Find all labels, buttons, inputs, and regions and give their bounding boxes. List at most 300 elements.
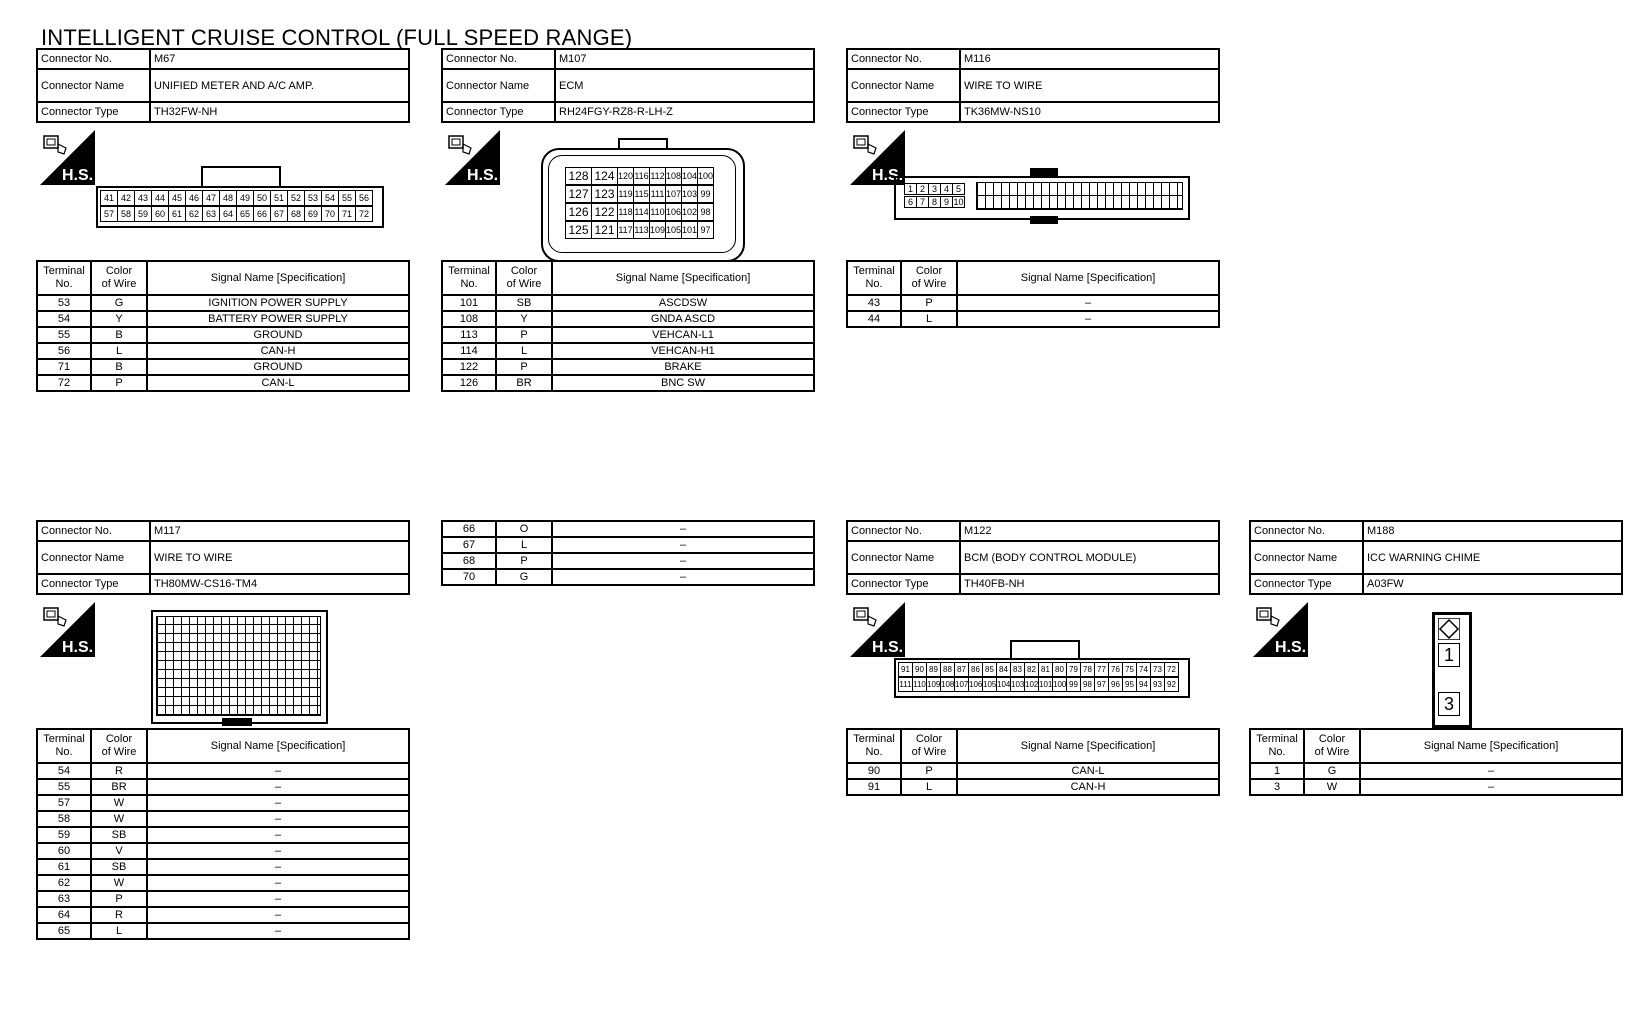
connector-pin: 58 [117, 206, 135, 222]
signal-name: IGNITION POWER SUPPLY [147, 295, 409, 311]
terminal-row [1250, 779, 1622, 795]
terminal-no: 64 [37, 907, 91, 923]
signal-name-header: Signal Name [Specification] [147, 729, 409, 763]
connector-pin: 51 [270, 190, 288, 206]
terminal-no: 66 [442, 521, 496, 537]
wire-color: W [91, 811, 147, 827]
connector-name-value: WIRE TO WIRE [150, 541, 409, 574]
wire-color: Y [496, 311, 552, 327]
connector-pin: 41 [100, 190, 118, 206]
connector-name-label: Connector Name [37, 541, 150, 574]
connector-type-value: TH40FB-NH [960, 574, 1219, 594]
wire-color: W [1304, 779, 1360, 795]
connector-pin: 102 [1024, 677, 1039, 692]
signal-name: BNC SW [552, 375, 814, 391]
terminal-no: 55 [37, 327, 91, 343]
terminal-no: 55 [37, 779, 91, 795]
wire-color: B [91, 327, 147, 343]
connector-pin: 4 [940, 183, 953, 195]
wire-color: P [496, 359, 552, 375]
connector-no-label: Connector No. [37, 521, 150, 541]
terminal-row [37, 811, 409, 827]
page-title: INTELLIGENT CRUISE CONTROL (FULL SPEED RANGE) [41, 25, 633, 50]
terminal-no: 44 [847, 311, 901, 327]
wire-color: P [901, 295, 957, 311]
connector-pin: 55 [338, 190, 356, 206]
wire-color: SB [91, 859, 147, 875]
signal-name: CAN-H [147, 343, 409, 359]
terminal-no-header: Terminal No. [847, 729, 901, 763]
wire-color: R [91, 907, 147, 923]
signal-name: – [552, 553, 814, 569]
connector-pin: 128 [565, 167, 592, 185]
connector-pin: 120 [617, 167, 634, 185]
terminal-row [37, 891, 409, 907]
connector-pin: 63 [202, 206, 220, 222]
connector-pin: 106 [968, 677, 983, 692]
terminal-no: 101 [442, 295, 496, 311]
connector-name-label: Connector Name [37, 69, 150, 102]
connector-pin: 106 [665, 203, 682, 221]
connector-no-label: Connector No. [442, 49, 555, 69]
connector-pin: 64 [219, 206, 237, 222]
connector-pin: 116 [633, 167, 650, 185]
connector-pin: 72 [1164, 662, 1179, 677]
connector-pin: 68 [287, 206, 305, 222]
connector-name-value: BCM (BODY CONTROL MODULE) [960, 541, 1219, 574]
connector-header-table [1249, 520, 1623, 595]
connector-pin: 8 [928, 196, 941, 208]
connector-name-label: Connector Name [1250, 541, 1363, 574]
connector-pin: 89 [926, 662, 941, 677]
connector-no-value: M116 [960, 49, 1219, 69]
connector-header-table [36, 520, 410, 595]
wire-color: SB [91, 827, 147, 843]
connector-pin: 47 [202, 190, 220, 206]
connector-pin: 108 [665, 167, 682, 185]
wire-color: BR [496, 375, 552, 391]
connector-name-value: WIRE TO WIRE [960, 69, 1219, 102]
terminal-row [442, 359, 814, 375]
wire-color: BR [91, 779, 147, 795]
connector-pin: 96 [1108, 677, 1123, 692]
connector-pin: 5 [952, 183, 965, 195]
terminal-row [37, 923, 409, 939]
wire-color: W [91, 795, 147, 811]
svg-text:H.S.: H.S. [62, 167, 94, 184]
connector-name-value: ECM [555, 69, 814, 102]
connector-pin: 114 [633, 203, 650, 221]
connector-pin: 6 [904, 196, 917, 208]
connector-name-value: ICC WARNING CHIME [1363, 541, 1622, 574]
wire-color: P [496, 327, 552, 343]
connector-pin: 60 [151, 206, 169, 222]
terminal-no: 56 [37, 343, 91, 359]
connector-header-table [846, 48, 1220, 123]
connector-pin: 111 [898, 677, 913, 692]
connector-panel-m67 [36, 48, 410, 389]
signal-name: ASCDSW [552, 295, 814, 311]
wire-color-header: Color of Wire [91, 729, 147, 763]
signal-name: – [147, 811, 409, 827]
connector-pin: 108 [940, 677, 955, 692]
connector-pin: 91 [898, 662, 913, 677]
connector-no-value: M122 [960, 521, 1219, 541]
terminal-row [847, 763, 1219, 779]
connector-pin: 52 [287, 190, 305, 206]
terminal-no: 113 [442, 327, 496, 343]
connector-no-value: M117 [150, 521, 409, 541]
connector-pin: 84 [996, 662, 1011, 677]
connector-pin: 105 [982, 677, 997, 692]
harness-side-icon [1253, 602, 1308, 657]
signal-name: – [147, 843, 409, 859]
connector-pin: 103 [1010, 677, 1025, 692]
connector-pin: 113 [633, 221, 650, 239]
terminal-no-header: Terminal No. [847, 261, 901, 295]
connector-pin: 79 [1066, 662, 1081, 677]
connector-no-label: Connector No. [847, 521, 960, 541]
wire-color: L [496, 343, 552, 359]
terminal-row [37, 875, 409, 891]
connector-pin: 42 [117, 190, 135, 206]
terminal-no: 122 [442, 359, 496, 375]
terminal-row [37, 907, 409, 923]
connector-pin: 46 [185, 190, 203, 206]
connector-latch [618, 138, 668, 150]
terminal-table [846, 260, 1220, 328]
wire-color-header: Color of Wire [496, 261, 552, 295]
terminal-row [37, 311, 409, 327]
signal-name: GROUND [147, 327, 409, 343]
connector-pin: 119 [617, 185, 634, 203]
signal-name-header: Signal Name [Specification] [957, 729, 1219, 763]
signal-name: – [147, 907, 409, 923]
connector-pin: 121 [591, 221, 618, 239]
signal-name: GNDA ASCD [552, 311, 814, 327]
signal-name: – [147, 779, 409, 795]
connector-pin: 85 [982, 662, 997, 677]
terminal-block [156, 616, 321, 716]
connector-pin: 117 [617, 221, 634, 239]
terminal-row [37, 327, 409, 343]
connector-name-label: Connector Name [847, 541, 960, 574]
connector-no-label: Connector No. [847, 49, 960, 69]
terminal-no: 68 [442, 553, 496, 569]
terminal-row [37, 827, 409, 843]
terminal-row [1250, 763, 1622, 779]
wire-color: Y [91, 311, 147, 327]
terminal-no: 63 [37, 891, 91, 907]
connector-pin: 71 [338, 206, 356, 222]
connector-pin: 125 [565, 221, 592, 239]
signal-name: – [147, 923, 409, 939]
connector-no-value: M67 [150, 49, 409, 69]
connector-pin: 107 [954, 677, 969, 692]
terminal-row [442, 343, 814, 359]
connector-latch [222, 718, 252, 726]
connector-pin: 74 [1136, 662, 1151, 677]
connector-pin: 69 [304, 206, 322, 222]
connector-pin: 57 [100, 206, 118, 222]
connector-pin: 102 [681, 203, 698, 221]
terminal-no: 54 [37, 311, 91, 327]
connector-pin: 98 [697, 203, 714, 221]
connector-pin: 67 [270, 206, 288, 222]
connector-pin: 7 [916, 196, 929, 208]
diamond-key-icon [1438, 618, 1460, 640]
harness-side-icon [445, 130, 500, 185]
terminal-row [37, 779, 409, 795]
connector-pin: 112 [649, 167, 666, 185]
wire-color: L [91, 923, 147, 939]
connector-pin: 83 [1010, 662, 1025, 677]
wire-color: G [496, 569, 552, 585]
connector-pin: 97 [697, 221, 714, 239]
terminal-no: 70 [442, 569, 496, 585]
connector-pin: 122 [591, 203, 618, 221]
terminal-no: 1 [1250, 763, 1304, 779]
terminal-row [442, 569, 814, 585]
wire-color-header: Color of Wire [901, 729, 957, 763]
wire-color: G [1304, 763, 1360, 779]
terminal-no: 72 [37, 375, 91, 391]
terminal-row [37, 375, 409, 391]
terminal-no: 60 [37, 843, 91, 859]
connector-pin: 78 [1080, 662, 1095, 677]
connector-no-value: M188 [1363, 521, 1622, 541]
terminal-table [36, 728, 410, 940]
signal-name-header: Signal Name [Specification] [552, 261, 814, 295]
harness-side-icon [40, 602, 95, 657]
connector-pin: 77 [1094, 662, 1109, 677]
connector-pin: 70 [321, 206, 339, 222]
connector-pin: 101 [1038, 677, 1053, 692]
connector-type-label: Connector Type [37, 102, 150, 122]
terminal-no-header: Terminal No. [442, 261, 496, 295]
signal-name-header: Signal Name [Specification] [957, 261, 1219, 295]
wire-color: P [91, 891, 147, 907]
terminal-no: 3 [1250, 779, 1304, 795]
terminal-table [1249, 728, 1623, 796]
terminal-no: 61 [37, 859, 91, 875]
connector-type-label: Connector Type [37, 574, 150, 594]
connector-pin: 76 [1108, 662, 1123, 677]
terminal-row [37, 859, 409, 875]
connector-pin: 103 [681, 185, 698, 203]
connector-pin: 56 [355, 190, 373, 206]
connector-pin: 92 [1164, 677, 1179, 692]
connector-pin: 104 [996, 677, 1011, 692]
signal-name: – [552, 569, 814, 585]
connector-pin: 109 [649, 221, 666, 239]
signal-name-header: Signal Name [Specification] [1360, 729, 1622, 763]
signal-name: CAN-L [147, 375, 409, 391]
signal-name: BRAKE [552, 359, 814, 375]
wire-color: L [901, 779, 957, 795]
connector-pin: 53 [304, 190, 322, 206]
wire-color-header: Color of Wire [1304, 729, 1360, 763]
wire-color: V [91, 843, 147, 859]
terminal-row [442, 521, 814, 537]
connector-no-label: Connector No. [1250, 521, 1363, 541]
wire-color-header: Color of Wire [91, 261, 147, 295]
wire-color: SB [496, 295, 552, 311]
connector-pin: 110 [649, 203, 666, 221]
svg-text:H.S.: H.S. [1275, 639, 1307, 656]
terminal-no: 91 [847, 779, 901, 795]
wire-color: L [91, 343, 147, 359]
signal-name: VEHCAN-H1 [552, 343, 814, 359]
terminal-table [441, 260, 815, 392]
connector-type-label: Connector Type [1250, 574, 1363, 594]
connector-pin: 100 [697, 167, 714, 185]
signal-name: – [147, 875, 409, 891]
wire-color: P [901, 763, 957, 779]
terminal-no-header: Terminal No. [1250, 729, 1304, 763]
connector-pin: 100 [1052, 677, 1067, 692]
connector-pin: 87 [954, 662, 969, 677]
terminal-row [442, 295, 814, 311]
signal-name: – [1360, 763, 1622, 779]
connector-pin: 118 [617, 203, 634, 221]
terminal-table [441, 520, 815, 586]
terminal-row [847, 295, 1219, 311]
wire-color: G [91, 295, 147, 311]
connector-type-label: Connector Type [847, 574, 960, 594]
connector-pin: 48 [219, 190, 237, 206]
connector-pin: 115 [633, 185, 650, 203]
connector-no-label: Connector No. [37, 49, 150, 69]
connector-name-label: Connector Name [847, 69, 960, 102]
connector-no-value: M107 [555, 49, 814, 69]
terminal-row [442, 375, 814, 391]
connector-pin: 109 [926, 677, 941, 692]
terminal-row [37, 295, 409, 311]
svg-text:H.S.: H.S. [872, 639, 904, 656]
signal-name: – [147, 827, 409, 843]
terminal-row [442, 327, 814, 343]
signal-name: – [957, 311, 1219, 327]
connector-pin: 43 [134, 190, 152, 206]
connector-pin: 9 [940, 196, 953, 208]
connector-name-label: Connector Name [442, 69, 555, 102]
connector-pin: 3 [1438, 692, 1460, 716]
connector-header-table [441, 48, 815, 123]
signal-name: – [552, 537, 814, 553]
connector-pin: 93 [1150, 677, 1165, 692]
wire-color: R [91, 763, 147, 779]
signal-name: – [147, 891, 409, 907]
terminal-row [37, 763, 409, 779]
harness-side-icon [850, 602, 905, 657]
connector-panel-m117 [36, 520, 410, 937]
connector-header-table [36, 48, 410, 123]
terminal-table [846, 728, 1220, 796]
connector-panel-m188 [1249, 520, 1623, 793]
terminal-no: 57 [37, 795, 91, 811]
terminal-row [442, 553, 814, 569]
terminal-row [37, 359, 409, 375]
connector-latch [1010, 640, 1080, 660]
connector-pin: 126 [565, 203, 592, 221]
connector-pin: 54 [321, 190, 339, 206]
wire-color: L [901, 311, 957, 327]
connector-type-value: A03FW [1363, 574, 1622, 594]
terminal-no-header: Terminal No. [37, 261, 91, 295]
wire-color: P [91, 375, 147, 391]
terminal-no: 126 [442, 375, 496, 391]
terminal-row [37, 795, 409, 811]
wire-color: B [91, 359, 147, 375]
signal-name: – [552, 521, 814, 537]
connector-type-label: Connector Type [847, 102, 960, 122]
connector-pin: 124 [591, 167, 618, 185]
connector-pin: 80 [1052, 662, 1067, 677]
terminal-no: 59 [37, 827, 91, 843]
connector-header-table [846, 520, 1220, 595]
terminal-no: 108 [442, 311, 496, 327]
connector-pin: 81 [1038, 662, 1053, 677]
connector-pin: 127 [565, 185, 592, 203]
signal-name: – [1360, 779, 1622, 795]
signal-name: CAN-H [957, 779, 1219, 795]
terminal-no: 90 [847, 763, 901, 779]
connector-pin: 44 [151, 190, 169, 206]
signal-name: GROUND [147, 359, 409, 375]
signal-name: – [957, 295, 1219, 311]
connector-latch [1030, 216, 1058, 224]
connector-pin: 111 [649, 185, 666, 203]
terminal-no: 67 [442, 537, 496, 553]
signal-name: CAN-L [957, 763, 1219, 779]
connector-pin: 82 [1024, 662, 1039, 677]
connector-latch [201, 166, 281, 188]
connector-pin: 73 [1150, 662, 1165, 677]
wire-color: W [91, 875, 147, 891]
connector-panel-m116 [846, 48, 1220, 325]
connector-pin: 65 [236, 206, 254, 222]
connector-pin: 72 [355, 206, 373, 222]
connector-pin: 66 [253, 206, 271, 222]
terminal-no: 62 [37, 875, 91, 891]
connector-pin: 59 [134, 206, 152, 222]
terminal-no: 114 [442, 343, 496, 359]
connector-pin: 101 [681, 221, 698, 239]
connector-pin: 62 [185, 206, 203, 222]
svg-text:H.S.: H.S. [62, 639, 94, 656]
connector-pin: 1 [904, 183, 917, 195]
connector-pin: 107 [665, 185, 682, 203]
wire-color: P [496, 553, 552, 569]
terminal-no-header: Terminal No. [37, 729, 91, 763]
terminal-row [442, 311, 814, 327]
connector-pin: 99 [697, 185, 714, 203]
terminal-row [847, 779, 1219, 795]
connector-pin: 110 [912, 677, 927, 692]
terminal-no: 71 [37, 359, 91, 375]
terminal-block [976, 182, 1183, 210]
terminal-row [37, 843, 409, 859]
connector-type-value: TK36MW-NS10 [960, 102, 1219, 122]
terminal-row [847, 311, 1219, 327]
terminal-table [36, 260, 410, 392]
connector-type-label: Connector Type [442, 102, 555, 122]
svg-text:H.S.: H.S. [872, 167, 904, 184]
connector-pin: 10 [953, 197, 964, 207]
connector-type-value: RH24FGY-RZ8-R-LH-Z [555, 102, 814, 122]
connector-type-value: TH32FW-NH [150, 102, 409, 122]
